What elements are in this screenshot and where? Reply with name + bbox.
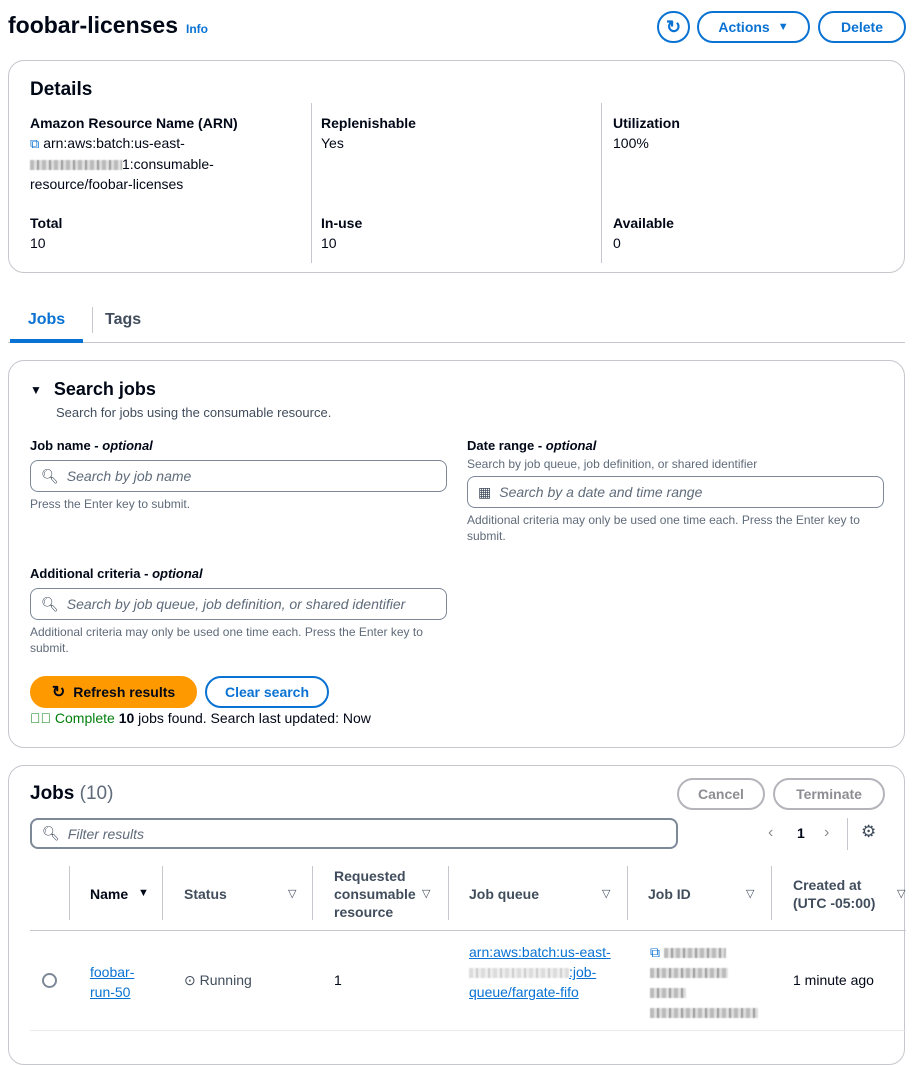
search-status: ✓⃝ Complete 10 jobs found. Search last updated: Now: [30, 710, 371, 726]
divider: [311, 103, 312, 263]
job-name-link[interactable]: foobar-run-50: [90, 964, 135, 1000]
total-label: Total: [30, 215, 63, 231]
available-label: Available: [613, 215, 674, 231]
details-heading: Details: [30, 79, 93, 100]
available-value: 0: [613, 235, 621, 251]
sort-icon[interactable]: ▽: [746, 888, 755, 900]
sort-desc-icon[interactable]: ▼: [138, 887, 149, 899]
filter-input[interactable]: 🔍︎ Filter results: [30, 818, 678, 849]
copy-icon[interactable]: ⧉: [30, 136, 40, 151]
page-number[interactable]: 1: [797, 825, 805, 841]
tab-jobs[interactable]: Jobs: [10, 304, 83, 343]
details-card: [8, 60, 905, 273]
jobs-heading: Jobs (10): [30, 783, 114, 804]
total-value: 10: [30, 235, 46, 251]
page-header: [8, 12, 208, 39]
utilization-label: Utilization: [613, 115, 680, 131]
criteria-label: Additional criteria - optional: [30, 566, 203, 581]
divider: [847, 818, 848, 850]
date-range-desc: Search by job queue, job definition, or shared identifier: [467, 457, 758, 471]
sort-icon[interactable]: ▽: [897, 888, 906, 900]
column-header-job-queue[interactable]: Job queue: [469, 886, 540, 902]
search-description: Search for jobs using the consumable resource.: [56, 405, 332, 420]
refresh-button[interactable]: [657, 11, 690, 43]
criteria-hint: Additional criteria may only be used one time each. Press the Enter key to submit.: [30, 625, 423, 655]
divider: [92, 307, 93, 333]
job-name-input[interactable]: 🔍︎ Search by job name: [30, 460, 447, 492]
settings-gear-icon[interactable]: ⚙: [861, 822, 877, 841]
running-icon: ⊙: [184, 972, 196, 988]
job-id: [650, 942, 760, 1022]
refresh-results-button[interactable]: ↻ Refresh results: [30, 676, 197, 708]
redacted-account-id: [30, 160, 122, 170]
column-header-job-id[interactable]: Job ID: [648, 886, 691, 902]
search-jobs-toggle[interactable]: [30, 379, 156, 400]
date-range-hint: Additional criteria may only be used one time each. Press the Enter key to submit.: [467, 513, 860, 543]
arn-value-2: 1:consumable-: [122, 156, 214, 172]
sort-icon[interactable]: ▽: [602, 888, 611, 900]
status-badge: ⊙ Running: [184, 972, 252, 988]
sort-icon[interactable]: ▽: [288, 888, 297, 900]
inuse-label: In-use: [321, 215, 363, 231]
date-range-label: Date range - optional: [467, 438, 597, 453]
caret-down-icon: ▼: [777, 21, 789, 33]
utilization-value: 100%: [613, 135, 649, 151]
inuse-value: 10: [321, 235, 337, 251]
arn-value: arn:aws:batch:us-east-: [43, 135, 185, 151]
tabs-divider: [8, 342, 905, 343]
column-header-name[interactable]: Name: [90, 886, 129, 902]
terminate-button[interactable]: Terminate: [773, 778, 885, 810]
redacted-account-id: [469, 968, 569, 978]
divider: [601, 103, 602, 263]
job-queue-link[interactable]: arn:aws:batch:us-east- :job-queue/fargate-fifo: [469, 944, 611, 1000]
cancel-button[interactable]: Cancel: [677, 778, 765, 810]
replenishable-value: Yes: [321, 135, 344, 151]
arn-value-3: resource/foobar-licenses: [30, 176, 184, 192]
search-icon: 🔍︎: [41, 595, 59, 612]
success-icon: ✓⃝: [30, 710, 51, 726]
next-page-icon[interactable]: ›: [824, 824, 830, 841]
search-icon: 🔍︎: [41, 467, 59, 484]
jobname-label: Job name - optional: [30, 438, 153, 453]
copy-icon[interactable]: ⧉: [650, 944, 660, 960]
created-value: 1 minute ago: [793, 972, 874, 988]
info-link[interactable]: Info: [186, 22, 208, 36]
column-header-created[interactable]: Created at (UTC -05:00): [793, 877, 876, 911]
row-radio[interactable]: [42, 973, 57, 988]
column-header-status[interactable]: Status: [184, 886, 227, 902]
replenishable-label: Replenishable: [321, 115, 416, 131]
delete-button[interactable]: Delete: [818, 11, 906, 43]
actions-label: Actions: [718, 19, 770, 35]
page-title: foobar-licenses: [8, 12, 178, 38]
jobs-table-card: [8, 765, 905, 1065]
prev-page-icon[interactable]: ‹: [768, 824, 774, 841]
requested-value: 1: [334, 972, 342, 988]
refresh-icon: ↻: [665, 16, 682, 37]
clear-search-button[interactable]: Clear search: [205, 676, 329, 708]
refresh-icon: ↻: [51, 684, 66, 701]
arn-label: Amazon Resource Name (ARN): [30, 115, 238, 131]
search-jobs-card: [8, 360, 905, 748]
search-heading: Search jobs: [53, 379, 156, 399]
calendar-icon: ▦: [478, 483, 492, 500]
additional-criteria-input[interactable]: 🔍︎ Search by job queue, job definition, or shared identifier: [30, 588, 447, 620]
column-header-requested[interactable]: Requested consumable resource: [334, 868, 416, 920]
search-icon: 🔍︎: [42, 825, 60, 841]
actions-button[interactable]: [697, 11, 810, 43]
tab-tags[interactable]: Tags: [105, 311, 142, 328]
sort-icon[interactable]: ▽: [422, 888, 431, 900]
jobname-hint: Press the Enter key to submit.: [30, 497, 191, 511]
date-range-input[interactable]: ▦ Search by a date and time range: [467, 476, 884, 508]
caret-down-icon: ▼: [30, 382, 42, 397]
